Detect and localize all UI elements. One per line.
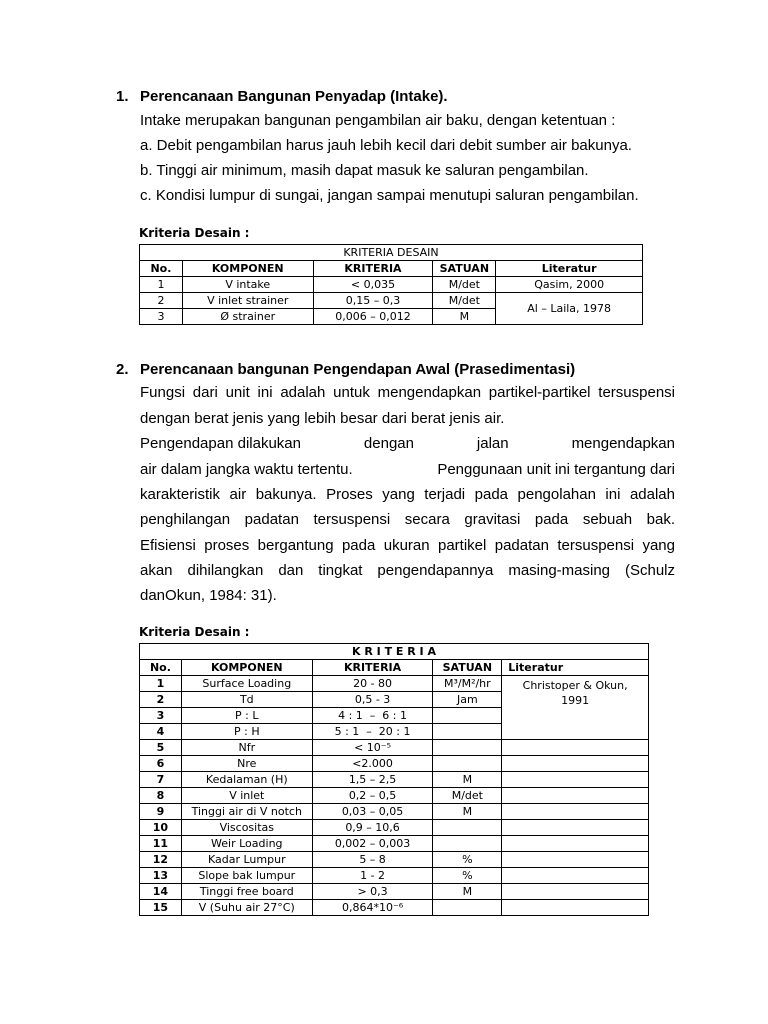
cell-no: 4 bbox=[140, 724, 182, 740]
table1-header-satuan: SATUAN bbox=[433, 261, 496, 277]
cell-kriteria: 0,03 – 0,05 bbox=[312, 804, 433, 820]
cell-literatur bbox=[502, 884, 649, 900]
cell-kriteria: > 0,3 bbox=[312, 884, 433, 900]
cell-kriteria: 5 – 8 bbox=[312, 852, 433, 868]
section2-title: Perencanaan bangunan Pengendapan Awal (Prasedimentasi) bbox=[140, 361, 576, 378]
cell-no: 3 bbox=[140, 309, 183, 325]
cell-satuan: M³/M²/hr bbox=[433, 676, 502, 692]
cell-no: 11 bbox=[140, 836, 182, 852]
cell-komponen: Tinggi free board bbox=[181, 884, 312, 900]
table1-header-kriteria: KRITERIA bbox=[313, 261, 433, 277]
cell-literatur bbox=[502, 820, 649, 836]
cell-komponen: P : L bbox=[181, 708, 312, 724]
section2-line-3 bbox=[140, 435, 675, 452]
cell-satuan: M/det bbox=[433, 788, 502, 804]
cell-literatur bbox=[502, 788, 649, 804]
cell-satuan: Jam bbox=[433, 692, 502, 708]
cell-no: 10 bbox=[140, 820, 182, 836]
cell-no: 9 bbox=[140, 804, 182, 820]
cell-literatur bbox=[502, 772, 649, 788]
section2-line-3-part-1: Pengendapan dilakukan bbox=[140, 435, 301, 452]
table2-header-kriteria: KRITERIA bbox=[312, 660, 433, 676]
section2-line-4-part-2: Penggunaan unit ini tergantung dari bbox=[437, 461, 675, 478]
table-row bbox=[140, 836, 649, 852]
cell-kriteria: 0,15 – 0,3 bbox=[313, 293, 433, 309]
cell-no: 12 bbox=[140, 852, 182, 868]
section1-item-c: c. Kondisi lumpur di sungai, jangan sampai menutupi saluran pengambilan. bbox=[140, 187, 639, 204]
table-row bbox=[140, 884, 649, 900]
section2-line-4-part-1: air dalam jangka waktu tertentu. bbox=[140, 461, 353, 478]
literatur-line-2: 1991 bbox=[561, 694, 590, 707]
table-row bbox=[140, 804, 649, 820]
cell-kriteria: 0,006 – 0,012 bbox=[313, 309, 433, 325]
cell-satuan bbox=[433, 820, 502, 836]
section1-intro: Intake merupakan bangunan pengambilan air baku, dengan ketentuan : bbox=[140, 112, 616, 129]
cell-kriteria: < 0,035 bbox=[313, 277, 433, 293]
table-row bbox=[140, 740, 649, 756]
cell-literatur bbox=[502, 900, 649, 916]
section2-number: 2. bbox=[116, 361, 129, 378]
section1-title: Perencanaan Bangunan Penyadap (Intake). bbox=[140, 88, 448, 105]
cell-komponen: P : H bbox=[181, 724, 312, 740]
cell-kriteria: 4 : 1 – 6 : 1 bbox=[312, 708, 433, 724]
cell-no: 15 bbox=[140, 900, 182, 916]
cell-no: 13 bbox=[140, 868, 182, 884]
cell-kriteria: 0,002 – 0,003 bbox=[312, 836, 433, 852]
cell-literatur bbox=[502, 740, 649, 756]
section2-line-3-part-2: dengan bbox=[363, 435, 414, 452]
table1-caption: KRITERIA DESAIN bbox=[140, 245, 643, 261]
table1-header-literatur: Literatur bbox=[496, 261, 643, 277]
cell-no: 1 bbox=[140, 676, 182, 692]
table1-header-no: No. bbox=[140, 261, 183, 277]
cell-satuan: M/det bbox=[433, 293, 496, 309]
table-row bbox=[140, 852, 649, 868]
cell-komponen: Td bbox=[181, 692, 312, 708]
cell-komponen: Viscositas bbox=[181, 820, 312, 836]
cell-kriteria: 1 - 2 bbox=[312, 868, 433, 884]
cell-no: 2 bbox=[140, 293, 183, 309]
cell-satuan: M bbox=[433, 309, 496, 325]
cell-satuan: M bbox=[433, 804, 502, 820]
table1-header-komponen: KOMPONEN bbox=[182, 261, 313, 277]
cell-literatur-merged bbox=[502, 676, 649, 740]
table2-header-no: No. bbox=[140, 660, 182, 676]
cell-literatur bbox=[502, 852, 649, 868]
table-row bbox=[140, 277, 643, 293]
cell-no: 14 bbox=[140, 884, 182, 900]
cell-komponen: V inlet bbox=[181, 788, 312, 804]
cell-no: 5 bbox=[140, 740, 182, 756]
table-row bbox=[140, 293, 643, 309]
cell-kriteria: 0,9 – 10,6 bbox=[312, 820, 433, 836]
cell-satuan bbox=[433, 724, 502, 740]
table2-caption: K R I T E R I A bbox=[140, 644, 649, 660]
table-row bbox=[140, 900, 649, 916]
table-row bbox=[140, 820, 649, 836]
cell-komponen: V (Suhu air 27°C) bbox=[181, 900, 312, 916]
cell-kriteria: <2.000 bbox=[312, 756, 433, 772]
cell-komponen: Tinggi air di V notch bbox=[181, 804, 312, 820]
cell-kriteria: 0,5 - 3 bbox=[312, 692, 433, 708]
cell-no: 8 bbox=[140, 788, 182, 804]
cell-satuan: M bbox=[433, 772, 502, 788]
cell-satuan bbox=[433, 836, 502, 852]
cell-komponen: Surface Loading bbox=[181, 676, 312, 692]
cell-literatur bbox=[502, 836, 649, 852]
section1-item-b: b. Tinggi air minimum, masih dapat masuk ke saluran pengambilan. bbox=[140, 162, 589, 179]
cell-komponen: Ø strainer bbox=[182, 309, 313, 325]
literatur-line-1: Christoper & Okun, bbox=[522, 679, 628, 692]
cell-no: 7 bbox=[140, 772, 182, 788]
section2-line-6: penghilangan padatan tersuspensi secara gravitasi pada sebuah bak. bbox=[140, 511, 675, 528]
section1-number: 1. bbox=[116, 88, 129, 105]
section2-line-7: Efisiensi proses bergantung pada ukuran partikel padatan tersuspensi yang bbox=[140, 537, 675, 554]
section2-line-5: karakteristik air bakunya. Proses yang terjadi pada pengolahan ini adalah bbox=[140, 486, 675, 503]
table2-header-komponen: KOMPONEN bbox=[181, 660, 312, 676]
intake-criteria-table bbox=[139, 244, 643, 325]
cell-kriteria: 0,864*10⁻⁶ bbox=[312, 900, 433, 916]
cell-komponen: Nre bbox=[181, 756, 312, 772]
table-row bbox=[140, 772, 649, 788]
cell-kriteria: < 10⁻⁵ bbox=[312, 740, 433, 756]
table2-header-satuan: SATUAN bbox=[433, 660, 502, 676]
section2-line-3-part-3: jalan bbox=[476, 435, 509, 452]
cell-kriteria: 1,5 – 2,5 bbox=[312, 772, 433, 788]
cell-komponen: V intake bbox=[182, 277, 313, 293]
section2-line-4 bbox=[140, 461, 675, 478]
table-row bbox=[140, 676, 649, 692]
section1-item-a: a. Debit pengambilan harus jauh lebih kecil dari debit sumber air bakunya. bbox=[140, 137, 632, 154]
cell-satuan bbox=[433, 900, 502, 916]
table2-header-literatur: Literatur bbox=[502, 660, 649, 676]
section2-line-9: danOkun, 1984: 31). bbox=[140, 587, 277, 604]
cell-literatur bbox=[502, 868, 649, 884]
cell-satuan bbox=[433, 740, 502, 756]
section2-line-1: Fungsi dari unit ini adalah untuk mengendapkan partikel-partikel tersuspensi bbox=[140, 384, 675, 401]
section1-label: Kriteria Desain : bbox=[139, 226, 250, 240]
table-row bbox=[140, 756, 649, 772]
table-row bbox=[140, 788, 649, 804]
cell-satuan: M bbox=[433, 884, 502, 900]
cell-satuan: % bbox=[433, 852, 502, 868]
cell-satuan bbox=[433, 756, 502, 772]
cell-komponen: Kadar Lumpur bbox=[181, 852, 312, 868]
cell-kriteria: 0,2 – 0,5 bbox=[312, 788, 433, 804]
cell-satuan: M/det bbox=[433, 277, 496, 293]
cell-literatur: Qasim, 2000 bbox=[496, 277, 643, 293]
cell-satuan bbox=[433, 708, 502, 724]
cell-no: 3 bbox=[140, 708, 182, 724]
cell-kriteria: 20 - 80 bbox=[312, 676, 433, 692]
section2-line-8: akan dihilangkan dan tingkat pengendapannya masing-masing (Schulz bbox=[140, 562, 675, 579]
prasedimentasi-criteria-table bbox=[139, 643, 649, 916]
table-row bbox=[140, 868, 649, 884]
cell-no: 1 bbox=[140, 277, 183, 293]
cell-komponen: V inlet strainer bbox=[182, 293, 313, 309]
cell-kriteria: 5 : 1 – 20 : 1 bbox=[312, 724, 433, 740]
cell-komponen: Nfr bbox=[181, 740, 312, 756]
cell-literatur-merged: Al – Laila, 1978 bbox=[496, 293, 643, 325]
cell-komponen: Kedalaman (H) bbox=[181, 772, 312, 788]
cell-literatur bbox=[502, 756, 649, 772]
section2-line-2: dengan berat jenis yang lebih besar dari berat jenis air. bbox=[140, 410, 505, 427]
section2-line-3-part-4: mengendapkan bbox=[571, 435, 675, 452]
cell-komponen: Slope bak lumpur bbox=[181, 868, 312, 884]
cell-literatur bbox=[502, 804, 649, 820]
cell-satuan: % bbox=[433, 868, 502, 884]
section2-label: Kriteria Desain : bbox=[139, 625, 250, 639]
cell-komponen: Weir Loading bbox=[181, 836, 312, 852]
cell-no: 2 bbox=[140, 692, 182, 708]
cell-no: 6 bbox=[140, 756, 182, 772]
